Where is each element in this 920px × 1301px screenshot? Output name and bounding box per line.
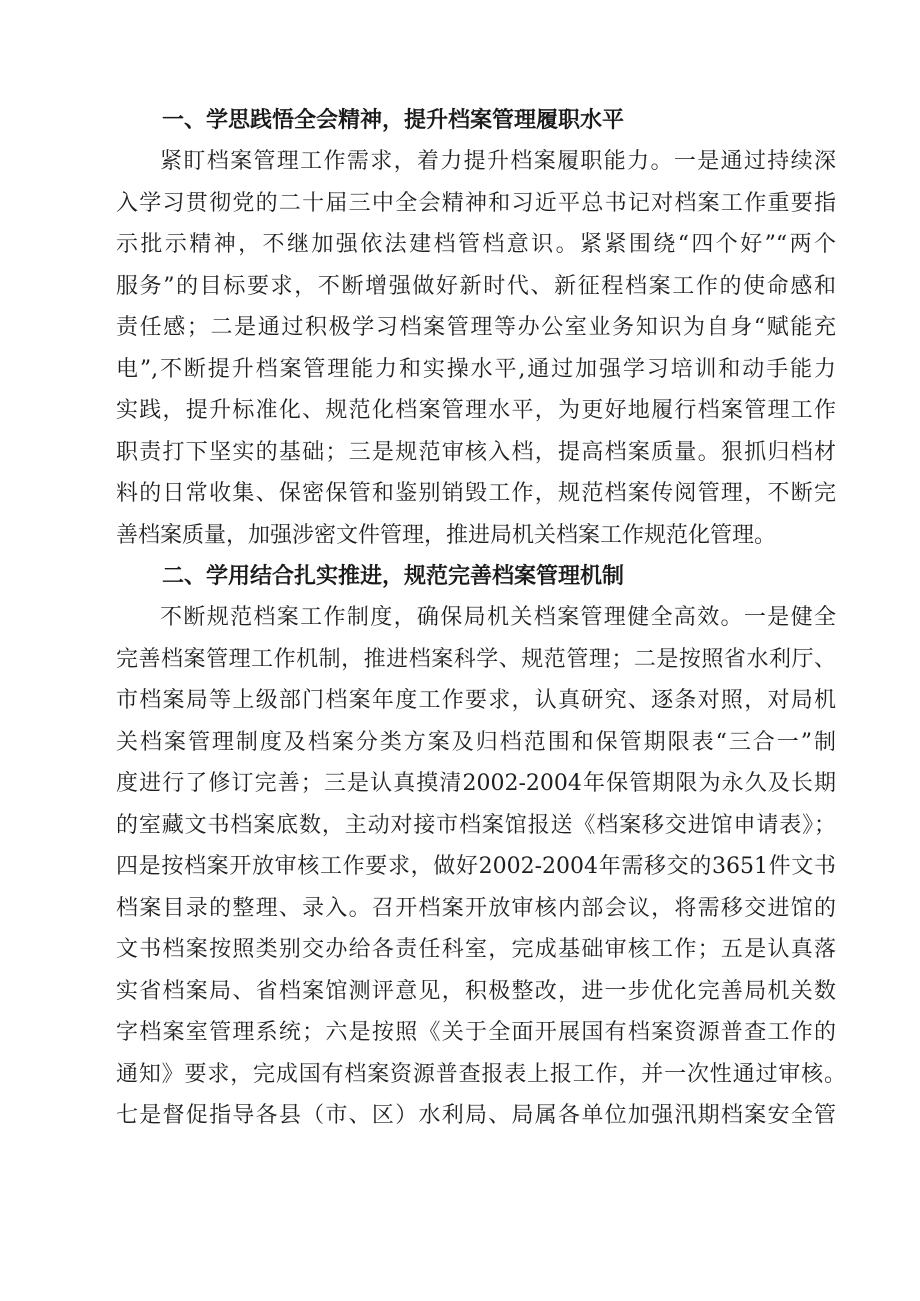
- section-heading-2: 二、学用结合扎实推进，规范完善档案管理机制: [162, 564, 625, 589]
- paragraph-line: 示批示精神，不继加强依法建档管档意识。紧紧围绕“四个好”“两个: [116, 232, 836, 257]
- paragraph-line: 文书档案按照类别交办给各责任科室，完成基础审核工作；五是认真落: [116, 937, 836, 962]
- paragraph-line: 实践，提升标准化、规范化档案管理水平，为更好地履行档案管理工作: [116, 398, 836, 423]
- paragraph-line: 关档案管理制度及档案分类方案及归档范围和保管期限表“三合一”制: [116, 729, 836, 755]
- paragraph-line: 善档案质量，加强涉密文件管理，推进局机关档案工作规范化管理。: [116, 522, 777, 548]
- paragraph-line: 完善档案管理工作机制，推进档案科学、规范管理；二是按照省水利厅、: [116, 646, 836, 672]
- paragraph-line: 的室藏文书档案底数，主动对接市档案馆报送《档案移交进馆申请表》；: [116, 812, 836, 838]
- paragraph-line: 服务”的目标要求，不断增强做好新时代、新征程档案工作的使命感和: [116, 273, 836, 299]
- section-paragraph-1: [116, 141, 836, 556]
- paragraph-line: 责任感；二是通过积极学习档案管理等办公室业务知识为自身“赋能充: [116, 315, 836, 340]
- paragraph-line: 档案目录的整理、录入。召开档案开放审核内部会议，将需移交进馆的: [116, 895, 836, 921]
- paragraph-line: 字档案室管理系统；六是按照《关于全面开展国有档案资源普查工作的: [116, 1020, 836, 1045]
- paragraph-line: 七是督促指导各县（市、区）水利局、局属各单位加强汛期档案安全管: [116, 1103, 836, 1128]
- paragraph-line: 市档案局等上级部门档案年度工作要求，认真研究、逐条对照，对局机: [116, 688, 836, 713]
- paragraph-line: 不断规范档案工作制度，确保局机关档案管理健全高效。一是健全: [160, 605, 836, 630]
- paragraph-line: 通知》要求，完成国有档案资源普查报表上报工作，并一次性通过审核。: [116, 1061, 846, 1087]
- section-heading-1: 一、学思践悟全会精神，提升档案管理履职水平: [162, 108, 625, 133]
- paragraph-line: 入学习贯彻党的二十届三中全会精神和习近平总书记对档案工作重要指: [116, 190, 836, 216]
- paragraph-line: 料的日常收集、保密保管和鉴别销毁工作，规范档案传阅管理，不断完: [116, 481, 836, 506]
- paragraph-line: 电”,不断提升档案管理能力和实操水平,通过加强学习培训和动手能力: [116, 356, 836, 382]
- paragraph-line: 职责打下坚实的基础；三是规范审核入档，提高档案质量。狠抓归档材: [116, 439, 836, 465]
- paragraph-line: 实省档案局、省档案馆测评意见，积极整改，进一步优化完善局机关数: [116, 978, 836, 1004]
- paragraph-line: 度进行了修订完善；三是认真摸清2002-2004年保管期限为永久及长期: [116, 771, 836, 796]
- section-paragraph-2: [116, 597, 846, 1137]
- document-body: [116, 100, 846, 1137]
- paragraph-line: 紧盯档案管理工作需求，着力提升档案履职能力。一是通过持续深: [160, 149, 836, 174]
- paragraph-line: 四是按档案开放审核工作要求，做好2002-2004年需移交的3651件文书: [116, 854, 836, 879]
